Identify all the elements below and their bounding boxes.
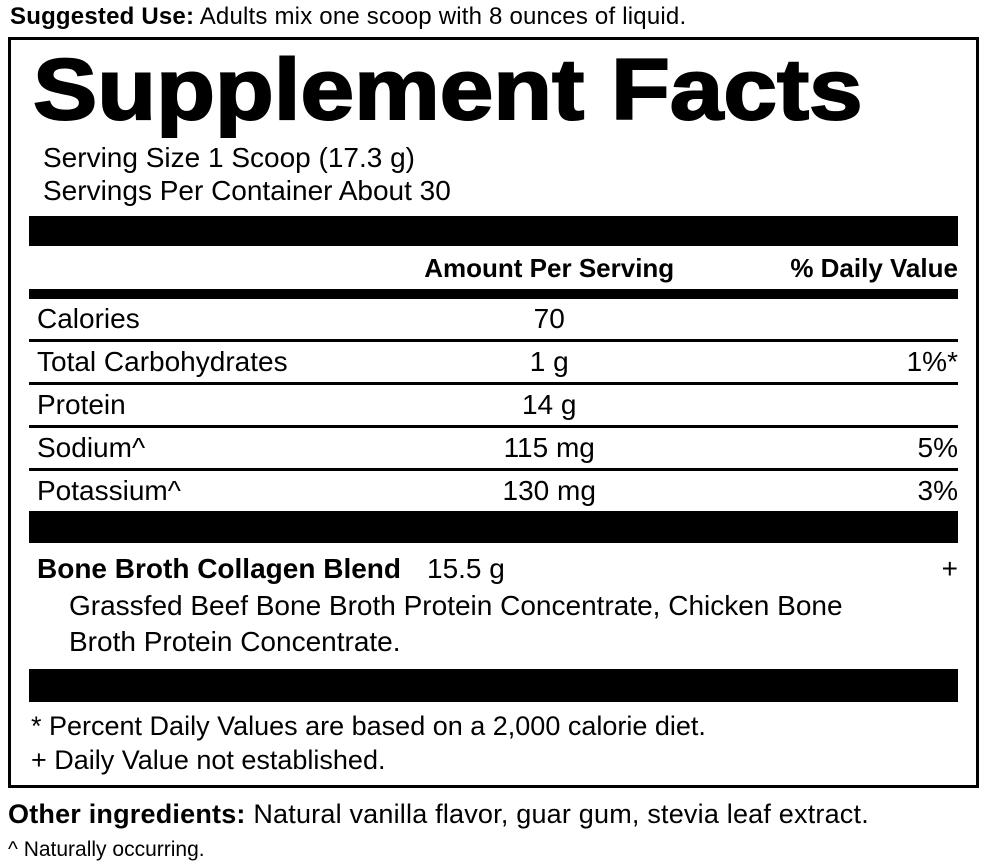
nutrient-daily-value	[698, 386, 958, 424]
other-ingredients	[8, 799, 987, 830]
nutrient-amount: 130 mg	[502, 475, 596, 507]
nutrient-name: Protein	[37, 389, 126, 421]
nutrient-daily-value: 5%	[917, 432, 958, 464]
footnote-daily-value-not-established: + Daily Value not established.	[31, 745, 386, 776]
other-ingredients-text: Natural vanilla flavor, guar gum, stevia leaf extract.	[245, 799, 869, 830]
nutrient-name: Calories	[37, 303, 140, 335]
nutrient-daily-value: 3%	[917, 475, 958, 507]
footnote-daily-value-basis: * Percent Daily Values are based on a 2,000 calorie diet.	[31, 711, 706, 742]
naturally-occurring-note: ^ Naturally occurring.	[8, 838, 205, 862]
serving-size: Serving Size 1 Scoop (17.3 g)	[43, 142, 415, 174]
nutrient-name: Total Carbohydrates	[37, 346, 288, 378]
blend-amount: 15.5 g	[427, 553, 505, 585]
nutrient-row-potassium	[29, 468, 958, 511]
nutrient-amount: 115 mg	[503, 432, 595, 464]
nutrient-row-sodium	[29, 425, 958, 468]
column-header-daily-value: % Daily Value	[790, 253, 958, 284]
panel-title: Supplement Facts	[33, 42, 863, 138]
nutrient-amount: 70	[533, 303, 565, 335]
other-ingredients-label: Other ingredients:	[8, 799, 246, 830]
footnotes	[31, 709, 958, 777]
blend-ingredients: Grassfed Beef Bone Broth Protein Concentrate, Chicken Bone Broth Protein Concentrate.	[69, 590, 843, 658]
supplement-facts-panel	[8, 37, 979, 788]
daily-value-not-established-mark: +	[941, 553, 958, 585]
separator-bar-bottom	[29, 669, 958, 702]
nutrient-row-calories	[29, 299, 958, 339]
nutrient-row-total-carbohydrates	[29, 339, 958, 382]
column-header-amount: Amount Per Serving	[424, 253, 675, 284]
column-header-row	[29, 246, 958, 289]
suggested-use	[10, 3, 987, 31]
separator-bar-thin	[29, 289, 958, 299]
blend-name: Bone Broth Collagen Blend	[37, 553, 401, 585]
suggested-use-label: Suggested Use:	[10, 3, 195, 30]
nutrient-daily-value	[698, 300, 958, 338]
suggested-use-text: Adults mix one scoop with 8 ounces of liquid.	[194, 3, 687, 30]
nutrient-amount: 14 g	[521, 389, 577, 421]
nutrient-daily-value: 1%*	[906, 346, 958, 378]
servings-per-container: Servings Per Container About 30	[43, 174, 451, 206]
blend-row	[29, 543, 958, 585]
nutrient-row-protein	[29, 382, 958, 425]
nutrient-name: Potassium^	[37, 475, 181, 507]
separator-bar-middle	[29, 511, 958, 543]
separator-bar-top	[29, 216, 958, 246]
nutrient-amount: 1 g	[529, 346, 569, 378]
nutrient-name: Sodium^	[37, 432, 146, 464]
